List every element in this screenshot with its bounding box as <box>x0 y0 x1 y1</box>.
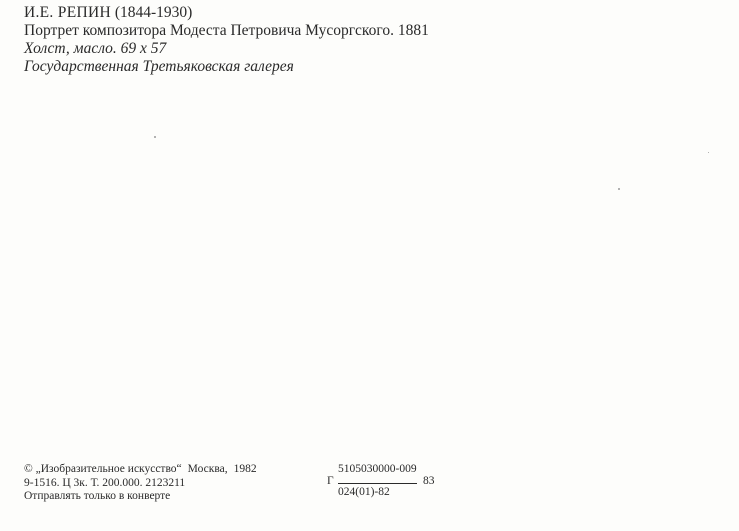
artwork-title: Портрет композитора Модеста Петровича Мусоргского. 1881 <box>24 22 429 39</box>
fraction-bar <box>338 483 417 484</box>
print-order-line: 9-1516. Ц 3к. Т. 200.000. 2123211 <box>24 476 186 489</box>
artwork-caption <box>24 4 429 76</box>
paper-speck <box>708 152 709 153</box>
artist-name: И.Е. РЕПИН <box>24 4 111 21</box>
mailing-notice: Отправлять только в конверте <box>24 490 171 502</box>
publisher-name: © „Изобразительное искусство“ <box>24 463 182 475</box>
artist-line <box>24 4 429 22</box>
paper-speck <box>618 188 620 190</box>
artwork-medium: Холст, масло. 69 х 57 <box>24 40 167 57</box>
publisher-city: Москва, <box>187 463 228 475</box>
catalog-index <box>327 463 457 503</box>
catalog-letter: Г <box>327 475 334 487</box>
publisher-imprint <box>24 463 257 504</box>
publisher-line <box>24 463 257 477</box>
artwork-collection: Государственная Третьяковская галерея <box>24 58 294 75</box>
paper-speck <box>154 136 156 138</box>
publication-year: 1982 <box>233 463 257 475</box>
catalog-numerator: 5105030000-009 <box>338 463 417 475</box>
artist-lifespan: (1844-1930) <box>114 4 193 21</box>
catalog-denominator: 024(01)-82 <box>338 486 390 498</box>
catalog-side-number: 83 <box>423 475 435 487</box>
